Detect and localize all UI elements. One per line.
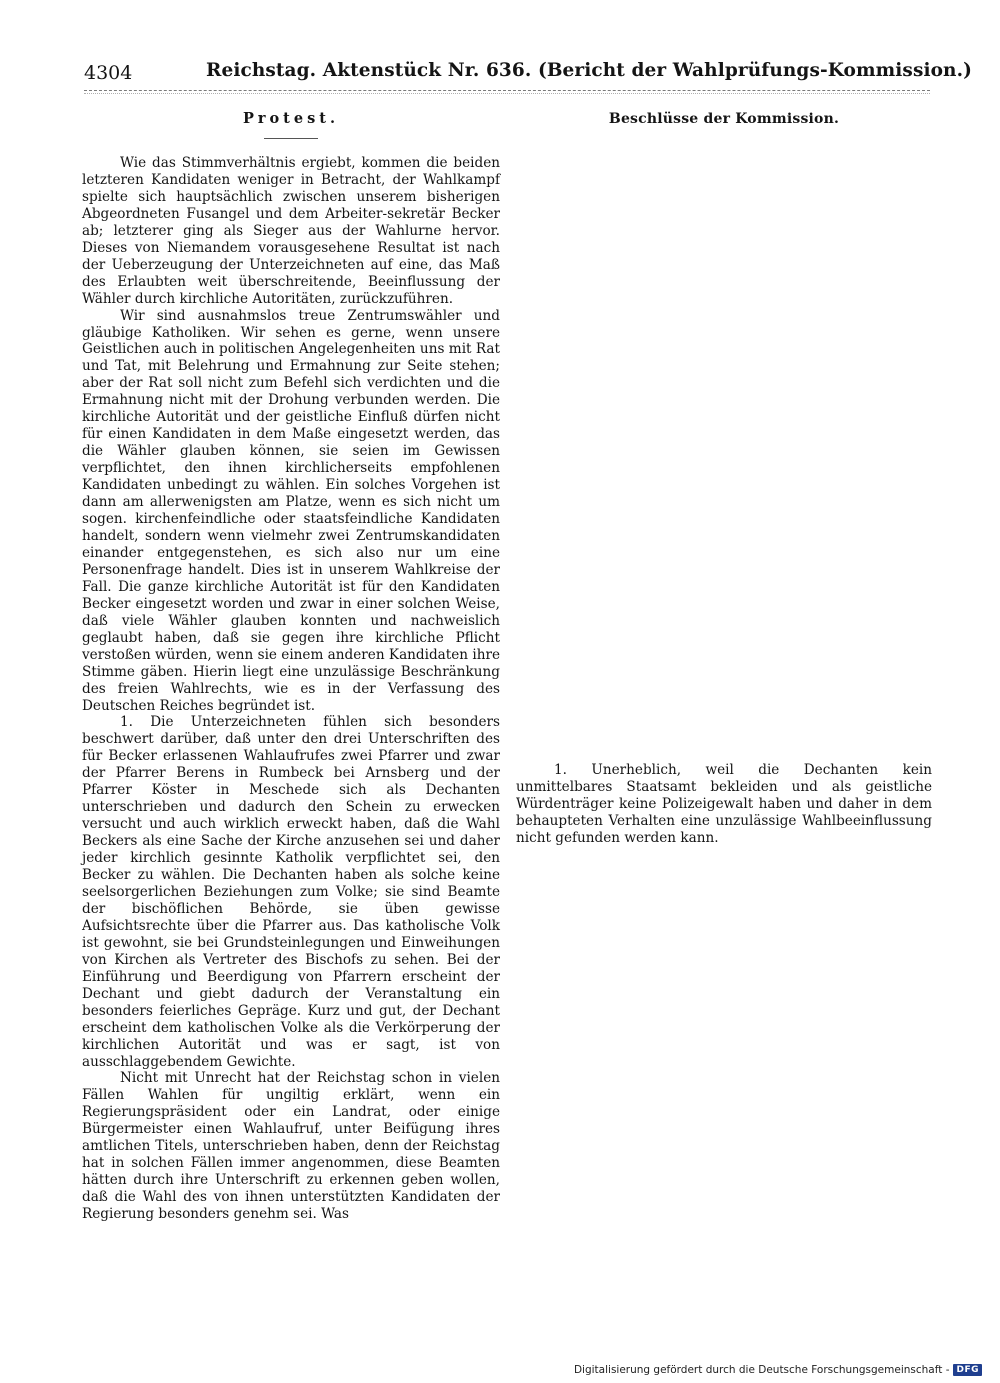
left-column-protest xyxy=(82,108,500,1223)
page-header xyxy=(84,60,972,92)
protest-paragraph-4: Nicht mit Unrecht hat der Reichstag schon in vielen Fällen Wahlen für ungiltig erklärt, wenn ein Regierungspräsident oder ein Landrat, oder einige Bürgermeister einen Wahlaufruf, unter Beifügung ihres amtlichen Titels, unterschrieben haben, denn der Reichstag hat in solchen Fällen immer angenommen, diese Beamten hätten durch ihre Unterschrift zu erkennen geben wollen, daß die Wahl des von ihnen unterstützten Kandidaten der Regierung besonders genehm sei. Was xyxy=(82,1070,500,1223)
running-title: Reichstag. Aktenstück Nr. 636. (Bericht der Wahlprüfungs-Kommission.) xyxy=(206,60,972,81)
protest-paragraph-3: 1. Die Unterzeichneten fühlen sich besonders beschwert darüber, daß unter den drei Unterschriften des für Becker erlassenen Wahlaufrufes zwei Pfarrer und zwar der Pfarrer Berens in Rumbeck bei Arnsberg und der Pfarrer Köster in Meschede sich als Dechanten unterschrieben und dadurch den Schein zu erwecken versucht und auch wirklich erweckt haben, daß die Wahl Beckers als eine Sache der Kirche anzusehen sei und daher jeder kirchlich gesinnte Katholik verpflichtet sei, den Becker zu wählen. Die Dechanten haben als solche keine seelsorgerlichen Beziehungen zum Volke; sie sind Beamte der bischöflichen Behörde, sie üben gewisse Aufsichtsrechte über die Pfarrer aus. Das katholische Volk ist gewohnt, sie bei Grundsteinlegungen und Einweihungen von Kirchen als Vertreter des Bischofs zu sehen. Bei der Einführung und Beerdigung von Pfarrern erscheint der Dechant und giebt dadurch der Veranstaltung ein besonders feierliches Gepräge. Kurz und gut, der Dechant erscheint dem katholischen Volke als die Verkörperung der kirchlichen Autorität und was er sagt, ist von ausschlaggebendem Gewichte. xyxy=(82,714,500,1070)
header-divider xyxy=(84,90,930,91)
protest-paragraph-2: Wir sind ausnahmslos treue Zentrumswähler und gläubige Katholiken. Wir sehen es gerne, wenn unsere Geistlichen auch in politischen Angelegenheiten uns mit Rat und Tat, mit Belehrung und Ermahnung zur Seite stehen; aber der Rat soll nicht zum Befehl sich verdichten und die Ermahnung nicht mit der Drohung verbunden werden. Die kirchliche Autorität und der geistliche Einfluß dürfen nicht für einen Kandidaten in dem Maße eingesetzt werden, das die Wähler glauben können, sie seien im Gewissen verpflichtet, den ihnen kirchlicherseits empfohlenen Kandidaten unbedingt zu wählen. Ein solches Vorgehen ist dann am allerwenigsten am Platze, wenn es sich nicht um sogen. kirchenfeindliche oder staatsfeindliche Kandidaten handelt, sondern wenn vielmehr zwei Zentrumskandidaten einander entgegenstehen, es sich also nur um eine Personenfrage handelt. Dies ist in unserem Wahlkreise der Fall. Die ganze kirchliche Autorität ist für den Kandidaten Becker eingesetzt worden und zwar in einer solchen Weise, daß viele Wähler glauben konnten und nachweislich geglaubt haben, daß sie gegen ihre kirchliche Pflicht verstoßen würden, wenn sie einem anderen Kandidaten ihre Stimme gäben. Hierin liegt eine unzulässige Beschränkung des freien Wahlrechts, wie es in der Verfassung des Deutschen Reiches begründet ist. xyxy=(82,307,501,714)
protest-heading: Protest. xyxy=(242,110,340,127)
protest-text xyxy=(82,155,500,1223)
header-divider-secondary xyxy=(84,93,930,94)
page-number: 4304 xyxy=(84,62,133,84)
footer-credit: Digitalisierung gefördert durch die Deutsche Forschungsgemeinschaft - xyxy=(573,1364,950,1376)
dfg-logo: DFG xyxy=(953,1364,982,1376)
decisions-heading: Beschlüsse der Kommission. xyxy=(608,111,840,127)
decisions-text xyxy=(516,762,932,847)
heading-divider xyxy=(264,138,318,139)
decision-paragraph-1: 1. Unerheblich, weil die Dechanten kein unmittelbares Staatsamt bekleiden und als geistliche Würdenträger keine Polizeigewalt haben und daher in dem behaupteten Verhalten eine unzulässige Wahlbeeinflussung nicht gefunden werden kann. xyxy=(516,762,932,846)
digitization-footer xyxy=(574,1364,982,1376)
right-column-decisions xyxy=(516,108,932,846)
protest-paragraph-1: Wie das Stimmverhältnis ergiebt, kommen die beiden letzteren Kandidaten weniger in Betracht, der Wahlkampf spielte sich hauptsächlich zwischen unserem bisherigen Abgeordneten Fusangel und dem Arbeiter-sekretär Becker ab; letzterer ging als Sieger aus der Wahlurne hervor. Dieses von Niemandem vorausgesehene Resultat ist nach der Ueberzeugung der Unterzeichneten auf eine, das Maß des Erlaubten weit überschreitende, Beeinflussung der Wähler durch kirchliche Autoritäten, zurückzuführen. xyxy=(82,155,500,307)
